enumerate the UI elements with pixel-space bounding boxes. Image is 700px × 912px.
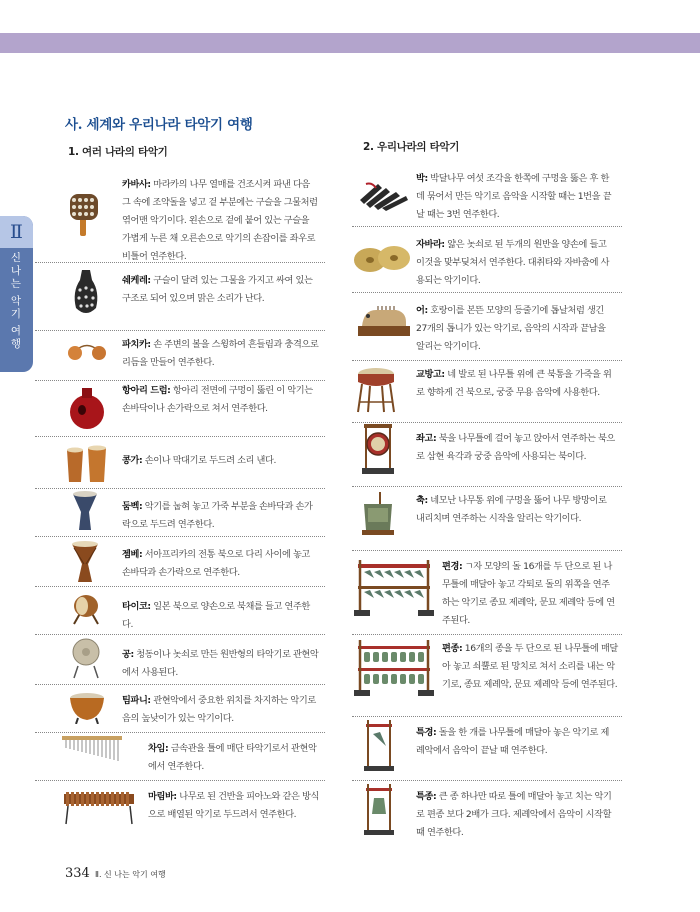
divider	[35, 262, 325, 263]
right-column-title: 2. 우리나라의 타악기	[363, 141, 460, 153]
bak-image	[356, 180, 410, 212]
list-item: 좌고: 북을 나무틀에 걸어 놓고 앉아서 연주하는 북으로 삼현 육각과 궁중 음악에 사용되는 북이다.	[416, 433, 615, 462]
list-item: 자바라: 얇은 놋쇠로 된 두개의 원반을 양손에 들고 이것을 맞부딪쳐서 연주한다. 대취타와 자바춤에 사용되는 악기이다.	[416, 239, 610, 286]
gyobanggo-image	[356, 366, 396, 414]
tab-char: 나	[10, 265, 23, 277]
tab-char: 여	[10, 325, 23, 337]
list-item: 항아리 드럼: 항아리 전면에 구멍이 뚫린 이 악기는 손바닥이나 손가락으로 쳐서 연주한다.	[122, 385, 313, 414]
list-item: 타이코: 일본 북으로 양손으로 북채를 들고 연주한다.	[122, 601, 310, 630]
marimba-image	[62, 788, 136, 826]
list-item: 마림바: 나무로 된 건반을 피아노와 같은 방식으로 배열된 악기로 두드려서 연주한다.	[148, 791, 319, 820]
pyeonjong-image	[354, 640, 434, 698]
divider	[352, 780, 622, 781]
list-item: 팀파니: 관현악에서 중요한 위치를 차지하는 악기로 음의 높낮이가 있는 악기이다.	[122, 695, 316, 724]
tab-char: 신	[10, 252, 23, 264]
tab-char: 기	[10, 308, 23, 320]
pachika-image	[66, 338, 108, 364]
left-column-title: 1. 여러 나라의 타악기	[68, 146, 168, 158]
divider	[352, 716, 622, 717]
teukgyeong-image	[364, 720, 394, 772]
divider	[35, 684, 325, 685]
list-item: 차임: 금속관을 틀에 매단 타악기로서 관현악에서 연주한다.	[148, 743, 317, 772]
list-item: 축: 네모난 나무통 위에 구멍을 뚫어 나무 방망이로 내리치며 연주하는 시작을 알리는 악기이다.	[416, 495, 607, 524]
taiko-image	[68, 592, 104, 626]
list-item: 공: 청동이나 놋쇠로 만든 원반형의 타악기로 관현악에서 사용된다.	[122, 649, 319, 678]
chimes-image	[62, 736, 122, 764]
divider	[35, 330, 325, 331]
djembe-image	[70, 540, 100, 584]
divider	[35, 488, 325, 489]
cabasa-image	[64, 190, 110, 238]
eo-image	[356, 302, 412, 338]
chapter-numeral: Ⅱ	[0, 216, 33, 248]
udu-drum-image	[66, 386, 108, 432]
list-item: 콩가: 손이나 막대기로 두드려 소리 낸다.	[122, 455, 277, 466]
section-title: 사. 세계와 우리나라 타악기 여행	[65, 117, 253, 133]
shekere-image	[70, 268, 102, 318]
divider	[35, 780, 325, 781]
divider	[35, 732, 325, 733]
pyeongyeong-image	[354, 560, 434, 618]
jwago-image	[360, 424, 396, 476]
list-item: 특경: 돌을 한 개를 나무틀에 매달아 놓은 악기로 제례악에서 음악이 끝날 때 연주한다.	[416, 727, 609, 756]
list-item: 교방고: 네 발로 된 나무틀 위에 큰 북통을 가죽을 위로 향하게 건 북으로, 궁중 무용 음악에 사용한다.	[416, 369, 612, 398]
conga-image	[64, 444, 110, 484]
divider	[352, 550, 622, 551]
divider	[35, 436, 325, 437]
jabara-image	[352, 242, 412, 274]
chapter-footer: Ⅱ. 신 나는 악기 여행	[95, 870, 166, 879]
page-number: 334	[65, 866, 90, 881]
list-item: 젬베: 서아프리카의 전통 북으로 다리 사이에 놓고 손바닥과 손가락으로 연주한다.	[122, 549, 310, 578]
divider	[352, 292, 622, 293]
header-band	[0, 33, 700, 53]
doumbek-image	[70, 490, 100, 532]
chuk-image	[360, 492, 396, 536]
list-item: 편종: 16개의 종을 두 단으로 된 나무틀에 매달아 놓고 쇠뿔로 된 망치로 쳐서 소리를 내는 악기로, 종묘 제례악, 문묘 제례악 등에 연주된다.	[442, 643, 618, 690]
divider	[35, 634, 325, 635]
tab-char: 는	[10, 278, 23, 290]
list-item: 특종: 큰 종 하나만 따로 틀에 매달아 놓고 치는 악기로 편종 보다 2배가 크다. 제례악에서 음악이 시작할 때 연주한다.	[416, 791, 612, 838]
divider	[35, 536, 325, 537]
divider	[352, 360, 622, 361]
tab-char: 악	[10, 295, 23, 307]
divider	[35, 380, 325, 381]
timpani-image	[68, 690, 106, 724]
list-item: 파치카: 손 주변의 볼을 스윙하여 흔들림과 충격으로 리듬을 만들어 연주한다.	[122, 339, 319, 368]
chapter-tab-text	[0, 252, 33, 351]
list-item: 쉐케레: 구슬이 달려 있는 그물을 가지고 싸여 있는 구조로 되어 있으며 맑은 소리가 난다.	[122, 275, 313, 304]
divider	[352, 226, 622, 227]
divider	[352, 422, 622, 423]
divider	[35, 586, 325, 587]
teukjong-image	[364, 784, 394, 836]
tab-char: 행	[10, 338, 23, 350]
list-item: 편경: ㄱ자 모양의 돌 16개를 두 단으로 된 나무틀에 매달아 놓고 각퇴로 돌의 위쪽을 연주하는 악기로 종묘 제례악, 문묘 제례악 등에 연주된다.	[442, 561, 615, 626]
list-item: 둠벡: 악기를 눕혀 놓고 가죽 부분을 손바닥과 손가락으로 두드려 연주한다.	[122, 501, 313, 530]
list-item: 박: 박달나무 여섯 조각을 한쪽에 구멍을 뚫은 후 한데 묶어서 만든 악기로 음악을 시작할 때는 1번을 끝날 때는 3번 연주한다.	[416, 173, 612, 220]
divider	[352, 486, 622, 487]
divider	[352, 634, 622, 635]
list-item: 어: 호랑이를 본뜬 모양의 등줄기에 톱날처럼 생긴 27개의 톱니가 있는 악기로, 음악의 시작과 끝남을 알리는 악기이다.	[416, 305, 606, 352]
list-item: 카바사: 마라카의 나무 열매를 건조시켜 파낸 다음 그 속에 조약돌을 넣고 겉 부분에는 구슬을 그물처럼 엮어맨 악기이다. 왼손으로 겉에 붙어 있는 구슬을 가볍게 누른 채 오른손으로 악기의 손잡이를 좌우로 비틀어 연주한다.	[122, 179, 318, 262]
gong-image	[70, 636, 102, 680]
